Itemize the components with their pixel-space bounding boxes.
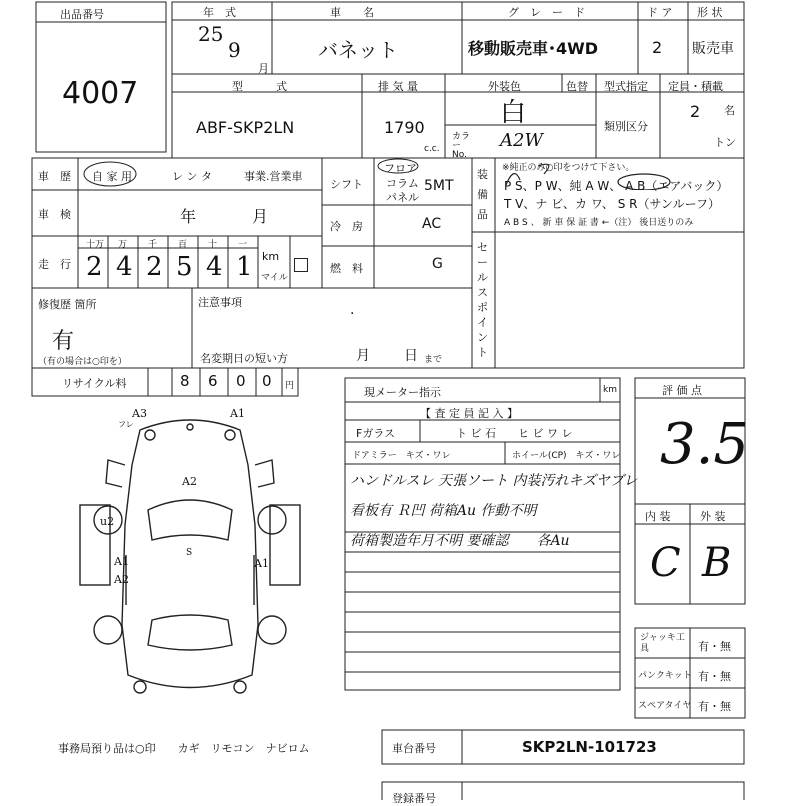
meter-unit: km (603, 385, 617, 395)
year-value: 25 (198, 22, 224, 46)
glass-label: Fガラス (356, 427, 395, 440)
car-name: バネット (318, 38, 398, 62)
expiry-day: 日 (404, 348, 418, 364)
tool-puncture-label: パンクキット (638, 671, 692, 681)
sales-point-label: セールスポイント (477, 241, 488, 359)
capacity-unit: 名 (724, 104, 735, 117)
wheel-label: ホイール(CP) キズ・ワレ (512, 451, 621, 461)
history-circle-mark (80, 158, 142, 190)
mileage-digit-2: 4 (116, 252, 133, 282)
score-value: 3.5 (660, 412, 750, 477)
mark-a1-right: A1 (254, 557, 269, 570)
mark-a2-roof: A2 (182, 475, 197, 488)
keys-note: 事務局預り品は○印 カギ リモコン ナビロム (58, 742, 310, 755)
color-change-label: 色替 (566, 80, 588, 93)
caution-label: 注意事項 (198, 296, 242, 309)
shape-value: 販売車 (692, 41, 734, 57)
inspection-label: 車 検 (38, 208, 71, 221)
mark-a2-side: A2 (114, 573, 129, 586)
mileage-digit-5: 4 (206, 252, 223, 282)
shift-panel: パネル (386, 191, 419, 204)
car-condition-diagram (70, 405, 310, 710)
note-line-1: ハンドルスレ 天張ソート 内装汚れキズヤブレ (350, 473, 638, 489)
class-label: 類別区分 (604, 120, 648, 133)
expiry-suffix: まで (424, 355, 443, 365)
shift-circle-mark (376, 157, 420, 175)
exterior-label: 外 装 (700, 510, 726, 523)
glass-options: ト ビ 石 ヒ ビ ワ レ (456, 427, 573, 440)
equipment-line-1: P S、P W、純 A W、 A B（エアバック） (504, 179, 729, 193)
mark-a1-side: A1 (114, 555, 129, 568)
mileage-digit-1: 2 (86, 252, 103, 282)
mileage-head-100: 百 (178, 240, 188, 250)
repair-note: （有の場合は○印を） (38, 357, 127, 367)
tool-spare-value: 有・無 (698, 700, 731, 713)
interior-value: C (650, 540, 681, 586)
capacity-label: 定員・積載 (668, 80, 723, 93)
history-rental: レ ン タ (172, 170, 212, 183)
inspector-label: 【 査 定 員 記 入 】 (420, 407, 518, 420)
recycle-unit: 円 (285, 381, 295, 391)
mileage-km-unit: km (262, 250, 280, 263)
recycle-digit-1: 8 (180, 372, 190, 390)
month-unit: 月 (258, 62, 269, 75)
recycle-digit-3: 0 (236, 372, 246, 390)
equipment-line-3: A B S 、 新 車 保 証 書 ←（注） 後日送りのみ (504, 218, 694, 228)
year-label: 年 式 (203, 6, 236, 19)
equipment-label: 装備品 (477, 168, 488, 221)
designation-label: 型式指定 (604, 80, 648, 93)
equipment-line-2: T V、ナ ビ、カ ワ、 S R（サンルーフ） (504, 197, 720, 211)
mark-a1-front: A1 (230, 407, 245, 420)
mileage-mile-unit: マイル (261, 273, 288, 283)
exterior-value: B (702, 540, 732, 586)
mark-s: S (186, 548, 193, 558)
color-value: 白 (500, 98, 527, 128)
note-line-3: 荷箱製造年月不明 要確認 各Au (350, 533, 570, 549)
history-business: 事業.営業車 (244, 170, 303, 183)
expiry-month: 月 (356, 348, 370, 364)
tool-spare-label: スペアタイヤ (638, 701, 692, 711)
registration-label: 登録番号 (392, 792, 436, 805)
shape-label: 形 状 (697, 6, 723, 19)
history-private: 自 家 用 (92, 170, 132, 183)
ac-label: 冷 房 (330, 220, 363, 233)
grade-label: グ レ ー ド (508, 6, 585, 19)
caution-dot: · (350, 306, 355, 322)
ac-value: AC (422, 216, 442, 232)
inspection-year: 年 (180, 207, 197, 226)
ton-unit: トン (714, 136, 736, 149)
mileage-head-10k: 万 (118, 240, 128, 250)
tool-jack-value: 有・無 (698, 640, 731, 653)
displacement-label: 排 気 量 (378, 80, 418, 93)
expiry-label: 名変期日の短い方 (200, 352, 288, 365)
repair-label: 修復歴 箇所 (38, 298, 97, 311)
color-code-label: カラー No. (452, 132, 471, 160)
mileage-digit-6: 1 (236, 252, 253, 282)
recycle-label: リサイクル料 (62, 377, 127, 390)
capacity-value: 2 (690, 102, 701, 121)
note-line-2: 看板有 Ｒ凹 荷箱Au 作動不明 (350, 503, 537, 519)
mileage-digit-3: 2 (146, 252, 163, 282)
chassis-label: 車台番号 (392, 742, 436, 755)
model-type-label: 型 式 (232, 80, 287, 93)
mileage-head-100k: 十万 (86, 240, 105, 250)
recycle-digit-2: 6 (208, 372, 218, 390)
mileage-head-10: 十 (208, 240, 218, 250)
fuel-value: G (432, 256, 443, 272)
shift-value: 5MT (424, 178, 454, 194)
shift-column: コラム (386, 177, 419, 190)
meter-label: 現メーター指示 (364, 386, 441, 399)
mark-fure: フレ (118, 420, 134, 429)
score-label: 評 価 点 (662, 384, 702, 397)
month-value: 9 (228, 38, 241, 62)
mileage-digit-4: 5 (176, 252, 193, 282)
color-label: 外装色 (488, 80, 521, 93)
lot-number-label: 出品番号 (60, 8, 104, 21)
door-value: 2 (652, 38, 663, 57)
model-type-value: ABF-SKP2LN (196, 118, 295, 137)
car-name-label: 車 名 (330, 6, 374, 19)
mileage-head-1: 一 (238, 240, 248, 250)
shift-floor: フロア (384, 162, 417, 175)
shift-label: シフト (330, 178, 363, 191)
mirror-label: ドアミラー キズ・ワレ (352, 451, 451, 461)
tool-puncture-value: 有・無 (698, 670, 731, 683)
mark-u2: u2 (100, 515, 115, 528)
equipment-handwritten-marks (496, 160, 706, 190)
fuel-label: 燃 料 (330, 262, 363, 275)
mileage-label: 走 行 (38, 258, 71, 271)
grade-value: 移動販売車･4WD (468, 39, 599, 58)
displacement-unit: c.c. (424, 144, 440, 154)
mark-a3: A3 (132, 407, 147, 420)
history-label: 車 歴 (38, 170, 71, 183)
chassis-value: SKP2LN-101723 (522, 738, 657, 756)
lot-number: 4007 (62, 76, 139, 111)
displacement-value: 1790 (384, 118, 425, 137)
equipment-note: ※純正のみ○印をつけて下さい。 (502, 163, 635, 173)
mile-checkbox (294, 258, 308, 272)
inspection-month: 月 (252, 207, 269, 226)
mileage-head-1k: 千 (148, 240, 158, 250)
tool-jack-label: ジャッキ工具 (640, 633, 685, 654)
color-code: A2W (500, 130, 543, 151)
door-label: ド ア (647, 6, 673, 19)
interior-label: 内 装 (645, 510, 671, 523)
repair-value: 有 (52, 329, 75, 354)
recycle-digit-4: 0 (262, 372, 272, 390)
